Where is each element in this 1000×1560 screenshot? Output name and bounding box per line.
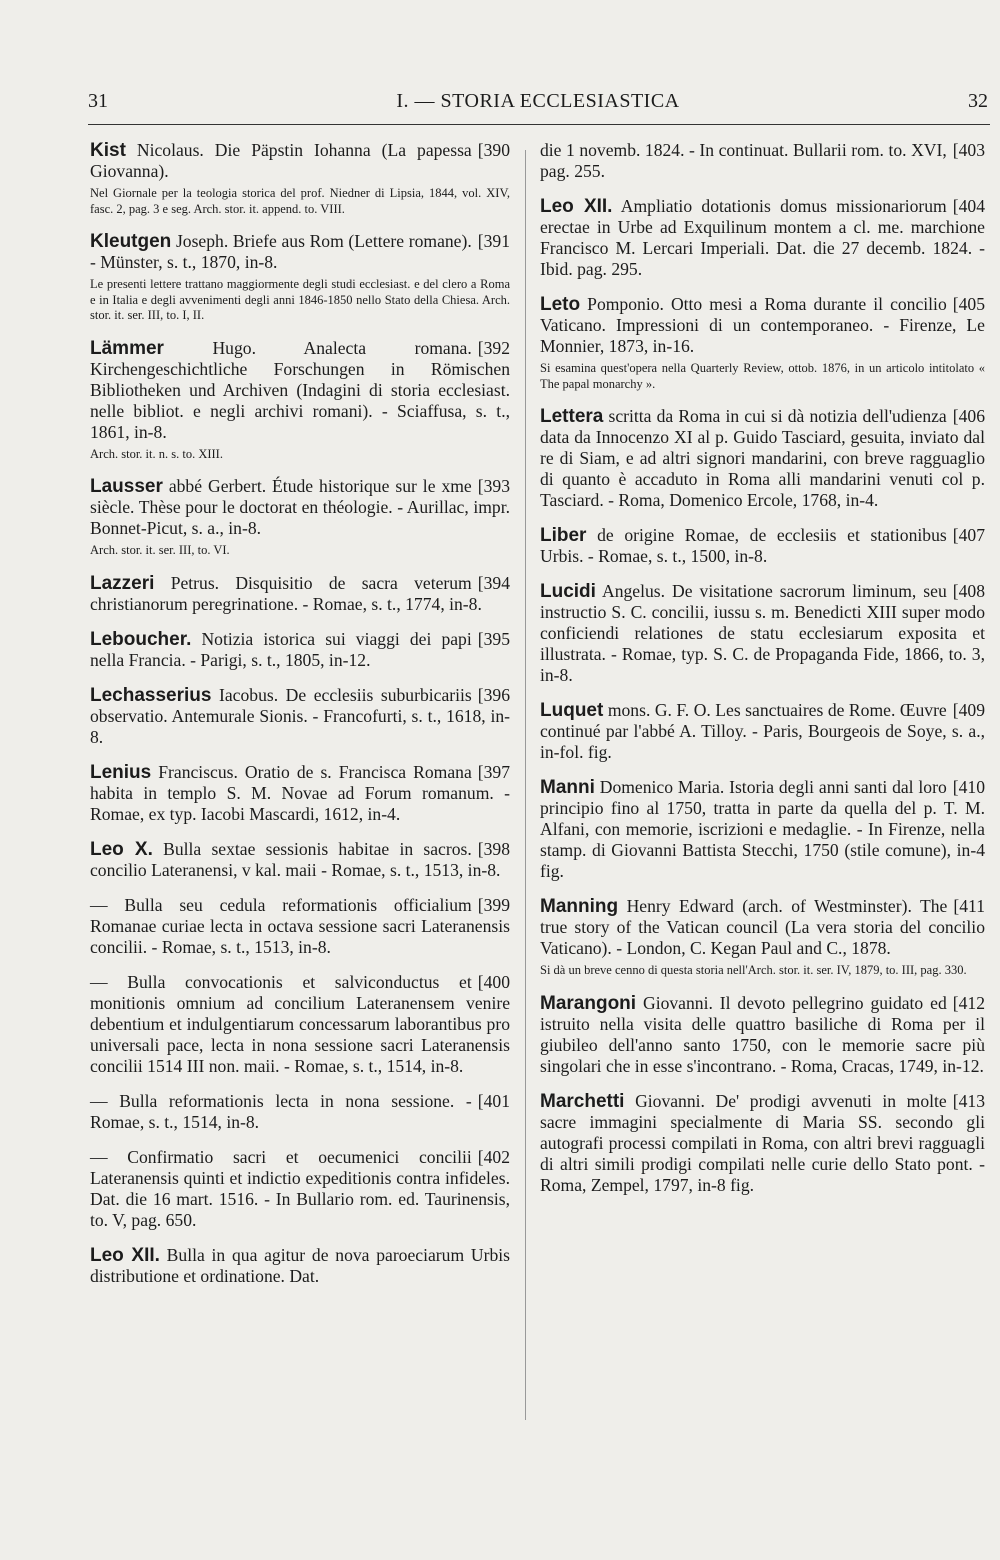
- entry-heading: Lazzeri: [90, 572, 155, 594]
- entry-heading: Manning: [540, 896, 619, 917]
- entry-text: Bulla sextae sessionis habitae in sacros. concilio Lateranensi, v kal. maii - Romae, s. t., 1513, in-8.: [90, 838, 501, 880]
- entry-number: [394: [477, 572, 510, 593]
- entry-note: Si dà un breve cenno di questa storia nell'Arch. stor. it. ser. IV, 1879, to. III, pag. 330.: [540, 963, 967, 977]
- column-divider: [525, 150, 526, 1420]
- entry-number: [392: [477, 337, 510, 358]
- entry-heading: Luquet: [540, 700, 604, 721]
- bibliography-entry: [90, 573, 510, 615]
- entry-body: [90, 972, 510, 1077]
- entry-text: Giovanni. Il devoto pellegrino guidato ed istruito nella visita delle quattro basiliche di Roma per il giubileo dell'anno santo 1750, con le memorie sacre più singolari che in esse s'incontrano. - Roma, Cracas, 1749, in-12.: [540, 992, 985, 1076]
- entry-number: [407: [952, 525, 985, 545]
- bibliography-entry: [90, 476, 510, 559]
- entry-heading: Lechasserius: [90, 684, 212, 706]
- entry-heading: Kist: [90, 140, 126, 161]
- entry-number: [413: [952, 1090, 985, 1111]
- bibliography-entry: [540, 700, 985, 763]
- bibliography-entry: [90, 762, 510, 825]
- entry-heading: Marchetti: [540, 1090, 625, 1112]
- entry-number: [411: [953, 896, 985, 916]
- entry-body: [90, 1091, 510, 1133]
- entry-body: [90, 1147, 510, 1231]
- page-number-right: 32: [968, 90, 988, 112]
- entry-text: Hugo. Analecta romana. Kirchengeschichtliche Forschungen in Römischen Bibliotheken und Archiven (Indagini di storia ecclesiast. nelle bibliot. e negli archivi romani). - Sciaffusa, s. t., 1861, in-8.: [90, 337, 510, 442]
- entry-body: [540, 993, 985, 1077]
- bibliography-entry: [540, 525, 985, 567]
- entry-body: [540, 196, 985, 280]
- entry-number: [390: [477, 140, 510, 160]
- entry-number: [404: [952, 196, 985, 216]
- entry-body: [90, 762, 510, 825]
- entry-text: — Confirmatio sacri et oecumenici concilii Lateranensis quinti et indictio expeditionis contra infideles. Dat. die 16 mart. 1516. - In Bullario rom. ed. Taurinensis, to. V, pag. 650.: [90, 1146, 510, 1230]
- entry-text: Pomponio. Otto mesi a Roma durante il concilio Vaticano. Impressioni di un contemporaneo. - Firenze, Le Monnier, 1873, in-16.: [540, 294, 985, 356]
- entry-body: [540, 700, 985, 763]
- entry-heading: Leo X.: [90, 838, 153, 860]
- entry-note: Si esamina quest'opera nella Quarterly Review, ottob. 1876, in un articolo intitolato « The papal monarchy ».: [540, 361, 985, 391]
- entry-heading: Manni: [540, 777, 595, 798]
- entry-text: Notizia istorica sui viaggi dei papi nella Francia. - Parigi, s. t., 1805, in-12.: [90, 628, 472, 670]
- bibliography-entry: [90, 338, 510, 463]
- entry-number: [393: [477, 476, 510, 496]
- entry-text: Domenico Maria. Istoria degli anni santi dal loro principio fino al 1750, tratta in parte da quella del p. T. M. Alfani, con memorie, iscrizioni e medaglie. - In Firenze, nella stamp. di Giovanni Battista Stecchi, 1750 (stile comune), in-4 fig.: [540, 777, 985, 881]
- bibliography-entry: [540, 294, 985, 392]
- entry-number: [405: [952, 294, 985, 314]
- entry-text: mons. G. F. O. Les sanctuaires de Rome. Œuvre continué par l'abbé A. Tilloy. - Paris, Bourgeois de Soye, s. a., in-fol. fig.: [540, 700, 985, 762]
- bibliography-entry: [540, 993, 985, 1077]
- entry-text: Bulla in qua agitur de nova paroeciarum Urbis distributione et ordinatione. Dat.: [90, 1244, 510, 1286]
- entry-text: Petrus. Disquisitio de sacra veterum christianorum peregrinatione. - Romae, s. t., 1774, in-8.: [90, 572, 482, 614]
- entry-text: — Bulla reformationis lecta in nona sessione. - Romae, s. t., 1514, in-8.: [90, 1090, 472, 1132]
- bibliography-entry: [540, 581, 985, 686]
- bibliography-entry: [90, 231, 510, 324]
- entry-body: [540, 896, 985, 959]
- entry-note: Nel Giornale per la teologia storica del prof. Niedner di Lipsia, 1844, vol. XIV, fasc. 2, pag. 3 e seg. Arch. stor. it. append. to. VIII.: [90, 186, 510, 216]
- entry-number: [403: [952, 140, 985, 160]
- page-number-left: 31: [88, 90, 108, 112]
- entry-heading: Leo XII.: [90, 1244, 160, 1266]
- entry-heading: Marangoni: [540, 992, 637, 1014]
- entry-number: [410: [952, 777, 985, 797]
- entry-body: [540, 140, 985, 182]
- entry-body: [90, 895, 510, 958]
- entry-body: [90, 476, 510, 539]
- entry-body: [90, 839, 510, 881]
- entry-heading: Lettera: [540, 406, 604, 427]
- bibliography-entry: [90, 839, 510, 881]
- entry-body: [540, 406, 985, 511]
- entry-number: [399: [477, 894, 510, 915]
- entry-number: [412: [952, 992, 985, 1013]
- entry-text: de origine Romae, de ecclesiis et stationibus Urbis. - Romae, s. t., 1500, in-8.: [540, 525, 947, 566]
- bibliography-entry: [540, 777, 985, 882]
- entry-body: [540, 294, 985, 357]
- entry-number: [400: [477, 971, 510, 992]
- entry-text: — Bulla seu cedula reformationis officialium Romanae curiae lecta in octava sessione sacri Lateranensis concilii. - Romae, s. t., 1513, in-8.: [90, 894, 510, 957]
- entry-note: Le presenti lettere trattano maggiormente degli studi ecclesiast. e del clero a Roma e in Italia e degli avvenimenti degli anni 1846-1850 nello Stato della Chiesa. Arch. stor. it. ser. III, to. I, II.: [90, 277, 510, 322]
- entry-body: [90, 685, 510, 748]
- entry-number: [401: [477, 1090, 510, 1111]
- bibliography-entry: [90, 972, 510, 1077]
- entry-note: Arch. stor. it. ser. III, to. VI.: [90, 543, 230, 557]
- bibliography-entry: [90, 895, 510, 958]
- page-title: I. — STORIA ECCLESIASTICA: [396, 90, 680, 112]
- bibliography-entry: [540, 406, 985, 511]
- entry-number: [398: [477, 838, 510, 859]
- entry-number: [391: [477, 231, 510, 251]
- entry-text: die 1 novemb. 1824. - In continuat. Bullarii rom. to. XVI, pag. 255.: [540, 140, 947, 181]
- entry-text: — Bulla convocationis et salviconductus et monitionis omnium ad concilium Lateranensem venire debentium et indulgentiarum concessarum laborantibus pro universali pace, lecta in nona sessione sacri Lateranensis concilii 1514 III non. maii. - Romae, s. t., 1514, in-8.: [90, 971, 510, 1076]
- bibliography-entry: [90, 1147, 510, 1231]
- entry-number: [408: [952, 581, 985, 601]
- left-column: [90, 140, 510, 1301]
- entry-body: [540, 1091, 985, 1196]
- entry-body: [540, 581, 985, 686]
- bibliography-entry: [90, 685, 510, 748]
- entry-heading: Lucidi: [540, 581, 596, 602]
- entry-number: [409: [952, 700, 985, 720]
- entry-text: Iacobus. De ecclesiis suburbicariis observatio. Antemurale Sionis. - Francofurti, s. t., 1618, in-8.: [90, 684, 510, 747]
- entry-number: [406: [952, 406, 985, 426]
- entry-text: Henry Edward (arch. of Westminster). The true story of the Vatican council (La vera storia del concilio Vaticano). - London, C. Kegan Paul and C., 1878.: [540, 896, 985, 958]
- entry-number: [395: [477, 628, 510, 649]
- entry-heading: Leto: [540, 294, 581, 315]
- entry-text: Franciscus. Oratio de s. Francisca Romana habita in templo S. M. Novae ad Forum romanum. - Romae, ex typ. Iacobi Mascardi, 1612, in-4.: [90, 761, 510, 824]
- entry-text: Joseph. Briefe aus Rom (Lettere romane). - Münster, s. t., 1870, in-8.: [90, 231, 472, 272]
- bibliography-entry: [540, 1091, 985, 1196]
- entry-text: Angelus. De visitatione sacrorum liminum, seu instructio S. C. concilii, iussu s. m. Benedicti XIII super modo conficiendi relationes de statu ecclesiarum exposita et illustrata. - Romae, typ. S. C. de Propaganda Fide, 1866, to. 3, in-8.: [540, 581, 985, 685]
- entry-body: [540, 525, 985, 567]
- header-rule: [88, 124, 990, 125]
- entry-body: [90, 629, 510, 671]
- entry-heading: Leo XII.: [540, 196, 613, 217]
- entry-heading: Lenius: [90, 761, 152, 783]
- entry-body: [90, 573, 510, 615]
- bibliography-entry: [90, 1245, 510, 1287]
- entry-text: Nicolaus. Die Päpstin Iohanna (La papessa Giovanna).: [90, 140, 472, 181]
- bibliography-entry: [540, 896, 985, 979]
- entry-text: Giovanni. De' prodigi avvenuti in molte sacre immagini specialmente di Maria SS. secondo gli autografi processi compilati in Roma, con altri brevi ragguagli di altri simili prodigi compilati nelle curie dello Stato pont. - Roma, Zempel, 1797, in-8 fig.: [540, 1090, 985, 1195]
- entry-text: Ampliatio dotationis domus missionariorum erectae in Urbe ad Exquilinum montem a cl. me. marchione Francisco M. Lercari Imperiali. Dat. die 27 decemb. 1824. - Ibid. pag. 295.: [540, 196, 985, 279]
- entry-heading: Lämmer: [90, 337, 164, 359]
- entry-body: [90, 1245, 510, 1287]
- entry-body: [90, 338, 510, 443]
- entry-body: [90, 140, 510, 182]
- bibliography-entry: [90, 140, 510, 217]
- entry-note: Arch. stor. it. n. s. to. XIII.: [90, 446, 223, 461]
- entry-text: scritta da Roma in cui si dà notizia dell'udienza data da Innocenzo XI al p. Guido Tasciard, gesuita, inviato dal re di Siam, e ad altri signori mandarini, con breve ragguaglio di quanto è accaduto in Roma alli mandarini venuti col p. Tasciard. - Roma, Domenico Ercole, 1768, in-4.: [540, 406, 985, 510]
- bibliography-entry: [90, 629, 510, 671]
- right-column: [540, 140, 985, 1210]
- entry-body: [90, 231, 510, 273]
- entry-heading: Leboucher.: [90, 628, 192, 650]
- entry-heading: Kleutgen: [90, 231, 172, 252]
- entry-heading: Lausser: [90, 476, 163, 497]
- entry-body: [540, 777, 985, 882]
- entry-number: [402: [477, 1146, 510, 1167]
- bibliography-entry: [540, 196, 985, 280]
- bibliography-entry: [90, 1091, 510, 1133]
- running-header: [88, 90, 988, 120]
- entry-number: [396: [477, 684, 510, 705]
- entry-text: abbé Gerbert. Étude historique sur le xme siècle. Thèse pour le doctorat en théologie. - Aurillac, impr. Bonnet-Picut, s. a., in-8.: [90, 476, 510, 538]
- entry-number: [397: [477, 761, 510, 782]
- bibliography-entry: [540, 140, 985, 182]
- entry-heading: Liber: [540, 525, 587, 546]
